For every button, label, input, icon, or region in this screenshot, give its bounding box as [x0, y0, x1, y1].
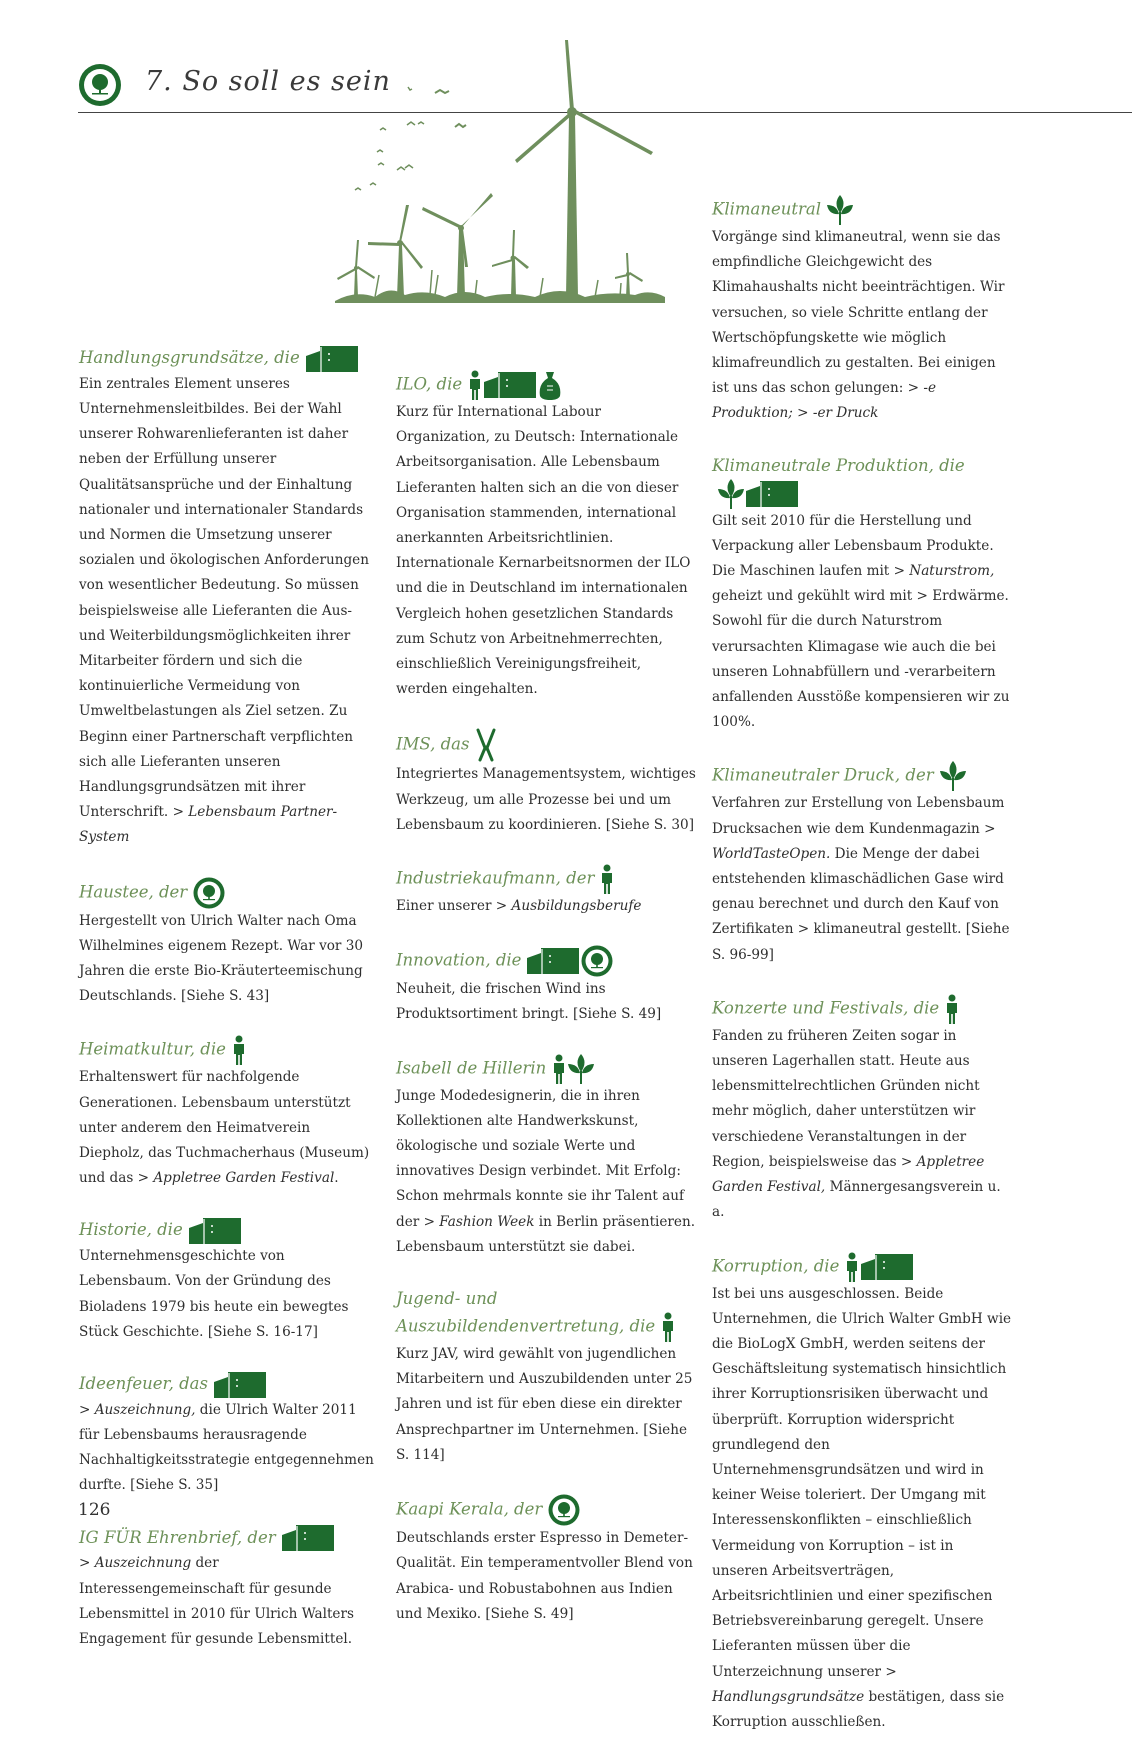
person-icon: [230, 1040, 246, 1059]
entry-klimaneutraler-druck: [712, 761, 1012, 967]
factory-icon: [859, 1256, 913, 1275]
wind-farm-illustration: [335, 35, 665, 310]
cross-reference[interactable]: > Fashion Week: [423, 1213, 535, 1230]
term-icons: [230, 1035, 246, 1065]
term-icons: [550, 1054, 594, 1084]
entry-handlungsgrundsaetze: [79, 345, 379, 851]
entry-body: Ist bei uns ausgeschlossen. Beide Unternehmen, die Ulrich Walter GmbH wie die BioLogX GmbH, werden seitens der Geschäftsleitung systematisch hinsichtlich ihrer Korruptionsrisiken überwacht und überprüft. Korruption widerspricht grundlegend den Unternehmensgrundsätzen und wird in keiner Weise toleriert. Der Umgang mit Interessenskonflikten – einschließlich Vermeidung von Korruption – ist in unseren Arbeitsverträgen, Arbeitsrichtlinien und einer spezifischen Betriebsvereinbarung geregelt. Unsere Lieferanten müssen über die Unterzeichnung unserer: [712, 1285, 1012, 1680]
entry-body: Junge Modedesignerin, die in ihren Kollektionen alte Handwerkskunst, ökologische und soziale Werte und innovatives Design verbindet. Mit Erfolg: Schon mehrmals konnte sie ihr Talent auf der: [396, 1087, 685, 1230]
term-icons: [466, 370, 562, 400]
factory-icon: [187, 1221, 241, 1240]
entry-innovation: [396, 945, 696, 1027]
term-icons: [280, 1525, 334, 1552]
entry-tail: bestätigen, dass sie Korruption ausschließen.: [712, 1688, 1005, 1730]
entry-ims: [396, 728, 696, 838]
cross-reference[interactable]: > -e Produktion; > -er Druck: [712, 380, 936, 422]
term-icons: [716, 479, 798, 509]
term-icons: [525, 945, 613, 977]
page-title: 7. So soll es sein: [145, 66, 391, 97]
entry-klimaneutral: [712, 195, 1012, 427]
cross-reference[interactable]: > Appletree Garden Festival: [137, 1170, 335, 1187]
entry-body: Kurz JAV, wird gewählt von jugendlichen Mitarbeitern und Auszubildenden unter 25 Jahren und ist für eben diese ein direkter Ansprechpartner im Unternehmen. [Siehe S. 114]: [396, 1346, 693, 1463]
pliers-icon: [474, 735, 496, 754]
glossary-column-3: [712, 195, 1012, 1761]
leaf-icon: [716, 483, 744, 502]
cross-reference[interactable]: > Lebensbaum Partner-System: [79, 804, 338, 846]
entry-ig-fuer-ehrenbrief: [79, 1525, 379, 1653]
leaf-icon: [566, 1058, 594, 1077]
term-icons: [191, 877, 225, 909]
entry-term: Klimaneutraler Druck, der: [712, 765, 934, 785]
entry-body: Verfahren zur Erstellung von Lebensbaum Drucksachen wie dem Kundenmagazin: [712, 795, 1005, 837]
person-icon: [659, 1317, 675, 1336]
factory-icon: [212, 1374, 266, 1393]
entry-term: Konzerte und Festivals, die: [712, 998, 940, 1018]
entry-tail: Die Menge der dabei entstehenden klimaschädlichen Gase wird genau berechnet und durch den Kauf von Zertifikaten > klimaneutral gestellt. [Siehe S. 96-99]: [712, 845, 1010, 963]
entry-term: Klimaneutrale Produktion, die: [712, 455, 965, 475]
entry-term: Jugend- und Auszubildendenvertretung, die: [396, 1289, 656, 1336]
factory-icon: [525, 951, 579, 970]
factory-icon: [280, 1528, 334, 1547]
term-icons: [546, 1494, 580, 1526]
entry-term: Haustee, der: [79, 882, 188, 902]
entry-industriekaufmann: [396, 864, 696, 919]
factory-icon: [744, 483, 798, 502]
entry-term: Heimatkultur, die: [79, 1039, 226, 1059]
entry-tail: der Interessengemeinschaft für gesunde Lebensmittel in 2010 für Ulrich Walters Engagement für gesunde Lebensmittel.: [79, 1555, 354, 1647]
entry-body: Neuheit, die frischen Wind ins Produktsortiment bringt. [Siehe S. 49]: [396, 981, 662, 1023]
entry-body: Vorgänge sind klimaneutral, wenn sie das empfindliche Gleichgewicht des Klimahaushalts nicht beeinträchtigen. Wir versuchen, so viele Schritte entlang der Wertschöpfungskette wie möglich klimafreundlich zu gestalten. Bei einigen ist uns das schon gelungen:: [712, 229, 1005, 397]
page-number: 126: [78, 1500, 111, 1520]
entry-term: Isabell de Hillerin: [396, 1058, 547, 1078]
entry-term: Ideenfeuer, das: [79, 1374, 208, 1393]
entry-jav: [396, 1286, 696, 1468]
lebensbaum-seal-icon: [579, 951, 613, 970]
cross-reference[interactable]: > Auszeichnung: [79, 1555, 192, 1572]
entry-kaapi-kerala: [396, 1494, 696, 1627]
entry-ideenfeuer: [79, 1371, 379, 1499]
term-icons: [598, 864, 614, 894]
entry-term: Handlungsgrundsätze, die: [79, 348, 300, 367]
cross-reference[interactable]: > Handlungsgrundsätze: [712, 1663, 897, 1705]
person-icon: [943, 998, 959, 1017]
entry-tail: .: [334, 1170, 339, 1187]
term-icons: [212, 1371, 266, 1398]
term-icons: [474, 728, 496, 762]
entry-body: Einer unserer: [396, 898, 492, 915]
cross-reference[interactable]: > Auszeichnung,: [79, 1401, 196, 1418]
entry-konzerte-und-festivals: [712, 994, 1012, 1226]
entry-term: Korruption, die: [712, 1256, 840, 1275]
entry-historie: [79, 1217, 379, 1345]
entry-body: Kurz für International Labour Organization, zu Deutsch: Internationale Arbeitsorganisation. Alle Lebensbaum Lieferanten halten sich an die von dieser Organisation stammenden, international anerkannten Arbeitsrichtlinien. Internationale Kernarbeitsnormen der ILO und die in Deutschland im internationalen Vergleich hohen gesetzlichen Standards zum Schutz von Arbeitnehmerrechten, einschließlich Vereinigungsfreiheit, werden eingehalten.: [396, 404, 691, 698]
entry-body: Fanden zu früheren Zeiten sogar in unseren Lagerhallen statt. Heute aus lebensmittelrechtlichen Gründen nicht mehr möglich, daher unterstützen wir verschiedene Veranstaltungen in der Region, beispielsweise das: [712, 1027, 980, 1170]
entry-term: Innovation, die: [396, 950, 522, 970]
person-icon: [466, 375, 482, 394]
entry-term: IMS, das: [396, 734, 470, 754]
lebensbaum-seal-icon: [191, 882, 225, 901]
entry-body: Ein zentrales Element unseres Unternehmensleitbildes. Bei der Wahl unserer Rohwarenlieferanten ist daher neben der Erfüllung unserer Qualitätsansprüche und der Einhaltung nationaler und internationaler Standards und Normen die Umsetzung unserer sozialen und ökologischen Anforderungen von wesentlicher Bedeutung. So müssen beispielsweise alle Lieferanten die Aus- und Weiterbildungsmöglichkeiten ihrer Mitarbeiter fördern und sich die kontinuierliche Vermeidung von Umweltbelastungen als Ziel setzen. Zu Beginn einer Partnerschaft verpflichten sich alle Lieferanten unseren Handlungsgrundsätzen mit ihrer Unterschrift.: [79, 375, 369, 821]
entry-tail: geheizt und gekühlt wird mit > Erdwärme. Sowohl für die durch Naturstrom verursachten Klimagase wie auch die bei unseren Lohnabfüllern und -verarbeitern anfallenden Ausstöße kompensieren wir zu 100%.: [712, 588, 1010, 731]
entry-heimatkultur: [79, 1035, 379, 1191]
glossary-column-1: [79, 345, 379, 1678]
factory-icon: [304, 348, 358, 367]
entry-klimaneutrale-produktion: [712, 453, 1012, 736]
entry-tail: in Berlin präsentieren. Lebensbaum unterstützt sie dabei.: [396, 1213, 696, 1255]
lebensbaum-logo: [78, 63, 122, 107]
cross-reference[interactable]: > Ausbildungsberufe: [495, 898, 642, 915]
term-icons: [659, 1312, 675, 1342]
entry-term: IG FÜR Ehrenbrief, der: [79, 1527, 276, 1547]
term-icons: [943, 994, 959, 1024]
cross-reference[interactable]: > Naturstrom,: [893, 563, 995, 580]
entry-term: ILO, die: [396, 374, 463, 394]
entry-isabell-de-hillerin: [396, 1054, 696, 1260]
entry-term: Industriekaufmann, der: [396, 868, 595, 888]
term-icons: [304, 345, 358, 372]
entry-ilo: [396, 370, 696, 702]
glossary-column-2: [396, 370, 696, 1653]
term-icons: [187, 1218, 241, 1245]
entry-term: Klimaneutral: [712, 199, 822, 219]
term-icons: [843, 1252, 913, 1282]
lebensbaum-seal-icon: [546, 1500, 580, 1519]
entry-body: Hergestellt von Ulrich Walter nach Oma Wilhelmines eigenem Rezept. War vor 30 Jahren die erste Bio-Kräuterteemischung Deutschlands. [Siehe S. 43]: [79, 912, 364, 1005]
leaf-icon: [825, 200, 853, 219]
person-icon: [843, 1256, 859, 1275]
term-icons: [938, 761, 966, 791]
term-icons: [825, 195, 853, 225]
entry-body: Gilt seit 2010 für die Herstellung und Verpackung aller Lebensbaum Produkte. Die Maschinen laufen mit: [712, 512, 994, 580]
entry-korruption: [712, 1252, 1012, 1736]
leaf-icon: [938, 766, 966, 785]
entry-body: Unternehmensgeschichte von Lebensbaum. Von der Gründung des Bioladens 1979 bis heute ein bewegtes Stück Geschichte. [Siehe S. 16-17]: [79, 1248, 349, 1340]
entry-body: Deutschlands erster Espresso in Demeter-Qualität. Ein temperamentvoller Blend von Arabica- und Robustabohnen aus Indien und Mexiko. [Siehe S. 49]: [396, 1530, 693, 1622]
entry-body: Integriertes Managementsystem, wichtiges Werkzeug, um alle Prozesse bei und um Lebensbaum zu koordinieren. [Siehe S. 30]: [396, 766, 696, 833]
entry-haustee: [79, 877, 379, 1010]
person-icon: [598, 869, 614, 888]
cross-reference[interactable]: > Appletree Garden Festival,: [712, 1153, 985, 1196]
sack-icon: [536, 375, 562, 394]
person-icon: [550, 1058, 566, 1077]
entry-body: Erhaltenswert für nachfolgende Generationen. Lebensbaum unterstützt unter anderem den Heimatverein Diepholz, das Tuchmacherhaus (Museum) und das: [79, 1069, 370, 1187]
entry-tail: die Ulrich Walter 2011 für Lebensbaums herausragende Nachhaltigkeitsstrategie entgegennehmen durfte. [Siehe S. 35]: [79, 1401, 374, 1494]
entry-term: Kaapi Kerala, der: [396, 1499, 543, 1519]
cross-reference[interactable]: > WorldTasteOpen.: [712, 820, 996, 862]
entry-tail: Männergesangsverein u. a.: [712, 1179, 1001, 1221]
entry-term: Historie, die: [79, 1220, 183, 1240]
factory-icon: [482, 375, 536, 394]
